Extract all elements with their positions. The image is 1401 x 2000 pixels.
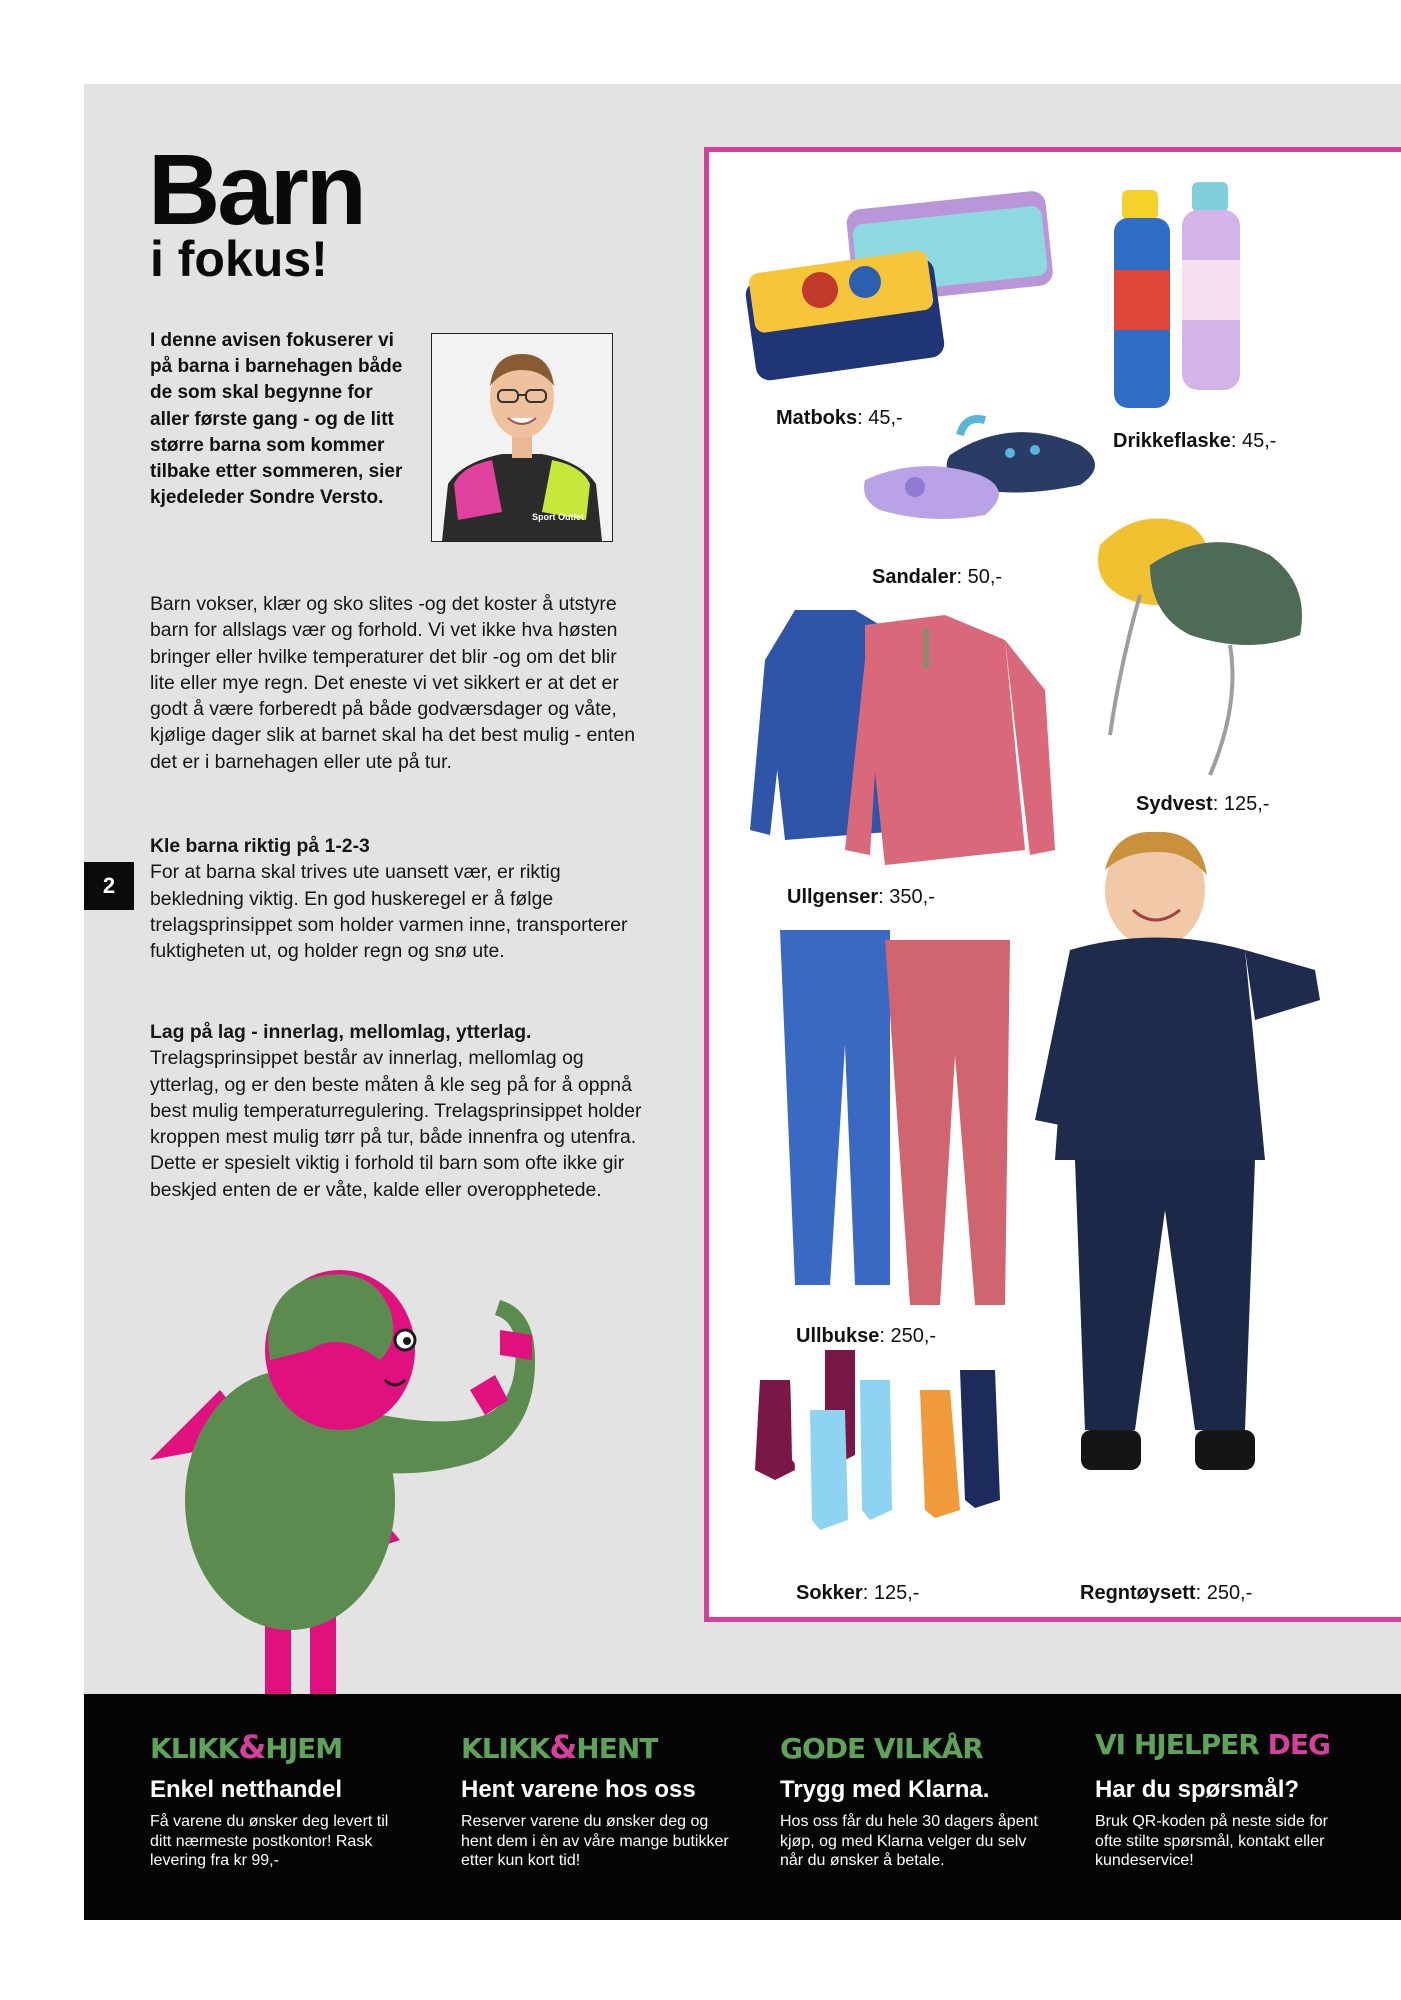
product-label-ullgenser: Ullgenser: 350,- (787, 886, 935, 908)
footer-text: Bruk QR-koden på neste side for ofte stilte spørsmål, kontakt eller kundeservice! (1095, 1813, 1329, 1869)
rainhat-image[interactable] (1080, 505, 1330, 785)
footer-heading: Hent varene hos oss (461, 1776, 696, 1803)
intro-text: I denne avisen fokuserer vi på barna i barnehagen både de som skal begynne for aller første gang - og de litt større barna som kommer tilbake etter sommeren, sier kjedeleder Sondre Versto. (150, 330, 403, 509)
section-riktig-text: For at barna skal trives ute uansett vær, er riktig bekledning viktig. En god huskeregel er å følge trelagsprinsippet som holder varmen inne, transporterer fuktigheten ut, og holder regn og snø ute. (150, 861, 628, 963)
section-lag-text: Trelagsprinsippet består av innerlag, mellomlag og ytterlag, og er den beste måten å kle seg på for å oppnå best mulig temperaturregulering. Trelagsprinsippet holder kroppen mest mulig tørr på tur, både innenfra og utenfra. Dette er spesielt viktig i forhold til barn som ofte ikke gir beskjed enten de er våte, kalde eller overopphetede. (150, 1047, 642, 1201)
socks-image[interactable] (750, 1340, 1070, 1540)
portrait-logo-text: Sport Outlet (532, 512, 584, 522)
footer-brand: KLIKK&HENT (461, 1728, 658, 1766)
footer-text: Få varene du ønsker deg levert til ditt nærmeste postkontor! Rask levering fra kr 99,- (150, 1813, 389, 1869)
product-label-matboks: Matboks: 45,- (776, 407, 903, 429)
product-label-sokker: Sokker: 125,- (796, 1582, 920, 1604)
page-subtitle: i fokus! (150, 231, 328, 287)
footer-gode-vilkar[interactable] (780, 1730, 1080, 1871)
product-label-drikkeflaske: Drikkeflaske: 45,- (1113, 430, 1277, 452)
bottle-image[interactable] (1106, 180, 1266, 420)
person-illustration (432, 334, 612, 541)
section-riktig-title: Kle barna riktig på 1-2-3 (150, 835, 370, 857)
product-label-ullbukse: Ullbukse: 250,- (796, 1325, 937, 1347)
footer-text: Reserver varene du ønsker deg og hent dem i èn av våre mange butikker etter kun kort tid! (461, 1813, 729, 1869)
footer-text: Hos oss får du hele 30 dagers åpent kjøp, og med Klarna velger du selv når du ønsker å betale. (780, 1813, 1038, 1869)
product-label-sandaler: Sandaler: 50,- (872, 566, 1003, 588)
footer-klikk-hjem[interactable] (150, 1730, 450, 1871)
product-label-regntoysett: Regntøysett: 250,- (1080, 1582, 1253, 1604)
footer-heading: Trygg med Klarna. (780, 1776, 990, 1803)
footer-brand: KLIKK&HJEM (150, 1728, 343, 1766)
lunchbox-image[interactable] (740, 190, 1070, 400)
section-lag-title: Lag på lag - innerlag, mellomlag, ytterlag. (150, 1021, 532, 1043)
footer-klikk-hent[interactable] (461, 1730, 761, 1871)
footer-vi-hjelper[interactable] (1095, 1730, 1395, 1871)
section-lag (150, 1019, 645, 1203)
footer-brand: VI HJELPER DEG (1095, 1728, 1330, 1761)
page-title: Barn (148, 134, 364, 246)
footer-heading: Enkel netthandel (150, 1776, 343, 1803)
portrait-photo (431, 333, 613, 542)
footer-brand: GODE VILKÅR (780, 1732, 983, 1765)
footer-heading: Har du spørsmål? (1095, 1776, 1300, 1803)
section-riktig (150, 833, 645, 964)
paragraph-1: Barn vokser, klær og sko slites -og det koster å utstyre barn for allslags vær og forhold. Vi vet ikke hva høsten bringer eller hvilke temperaturer det blir -og om det blir lite eller mye regn. Det eneste vi vet sikkert er at det er godt å være forberedt på både godværsdager og våte, kjølige dager slik at barnet skal ha det best mulig - enten det er i barnehagen eller ute på tur. (150, 593, 636, 773)
woolpants-image[interactable] (770, 925, 1020, 1315)
page-number: 2 (84, 862, 134, 910)
elephant-illustration (140, 1240, 620, 1694)
product-label-sydvest: Sydvest: 125,- (1136, 793, 1270, 815)
